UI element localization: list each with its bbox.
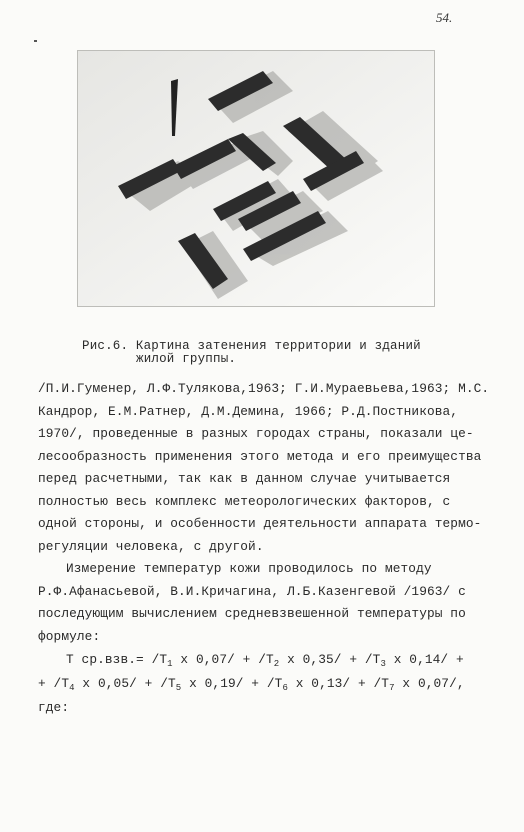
formula-where: где:	[38, 700, 70, 715]
formula-term: х 0,19/ + /Т	[181, 676, 283, 691]
formula-subscript: 7	[389, 683, 395, 693]
formula-subscript: 6	[282, 683, 288, 693]
text-line: последующим вычислением средневзвешенной температуры по	[38, 606, 466, 621]
formula-term: х 0,07/,	[394, 676, 465, 691]
text-line: формуле:	[38, 628, 101, 644]
body-text	[38, 378, 494, 720]
formula-subscript: 1	[167, 659, 173, 669]
formula-subscript: 4	[69, 683, 75, 693]
formula-line-1	[38, 648, 494, 672]
text-line: Измерение температур кожи проводилось по методу	[66, 561, 432, 576]
shading-model-image	[78, 51, 434, 306]
formula-subscript: 3	[380, 659, 386, 669]
formula-term: х 0,14/ +	[385, 652, 464, 667]
formula-term: /Т	[151, 652, 168, 667]
text-line: одной стороны, и особенности деятельности аппарата термо-	[38, 516, 482, 531]
caption-line-1: Рис.6. Картина затенения территории и зданий	[82, 339, 421, 353]
formula-lhs: Т ср.взв.=	[66, 652, 152, 667]
text-line: регуляции человека, с другой.	[38, 538, 264, 554]
text-line: перед расчетными, так как в данном случае учитывается	[38, 471, 451, 486]
formula-term: х 0,05/ + /Т	[74, 676, 176, 691]
formula-line-2	[38, 672, 494, 696]
text-line: полностью весь комплекс метеорологических факторов, с	[38, 493, 451, 509]
caption-line-2: жилой группы.	[136, 352, 237, 366]
text-line: Р.Ф.Афанасьевой, В.И.Кричагина, Л.Б.Казенгевой /1963/ с	[38, 583, 466, 599]
formula-term: + /Т	[38, 676, 70, 691]
paragraph-1	[38, 378, 494, 558]
formula-term: х 0,07/ + /Т	[172, 652, 274, 667]
text-line: Кандрор, Е.М.Ратнер, Д.М.Демина, 1966; Р.Д.Постникова,	[38, 403, 459, 419]
formula-term: х 0,35/ + /Т	[279, 652, 381, 667]
text-line: /П.И.Гуменер, Л.Ф.Тулякова,1963; Г.И.Мураевьева,1963; М.С.	[38, 381, 490, 396]
formula-term: х 0,13/ + /Т	[287, 676, 390, 691]
text-line: 1970/, проведенные в разных городах страны, показали це-	[38, 426, 474, 441]
page-number: 54.	[436, 10, 453, 25]
figure-photo	[77, 50, 435, 307]
scan-dot	[34, 40, 37, 42]
text-line: лесообразность применения этого метода и его преимущества	[38, 448, 482, 464]
formula-subscript: 5	[175, 683, 182, 693]
formula	[38, 648, 494, 720]
paragraph-2	[38, 558, 494, 648]
formula-subscript: 2	[273, 659, 280, 669]
figure-caption	[82, 340, 462, 366]
